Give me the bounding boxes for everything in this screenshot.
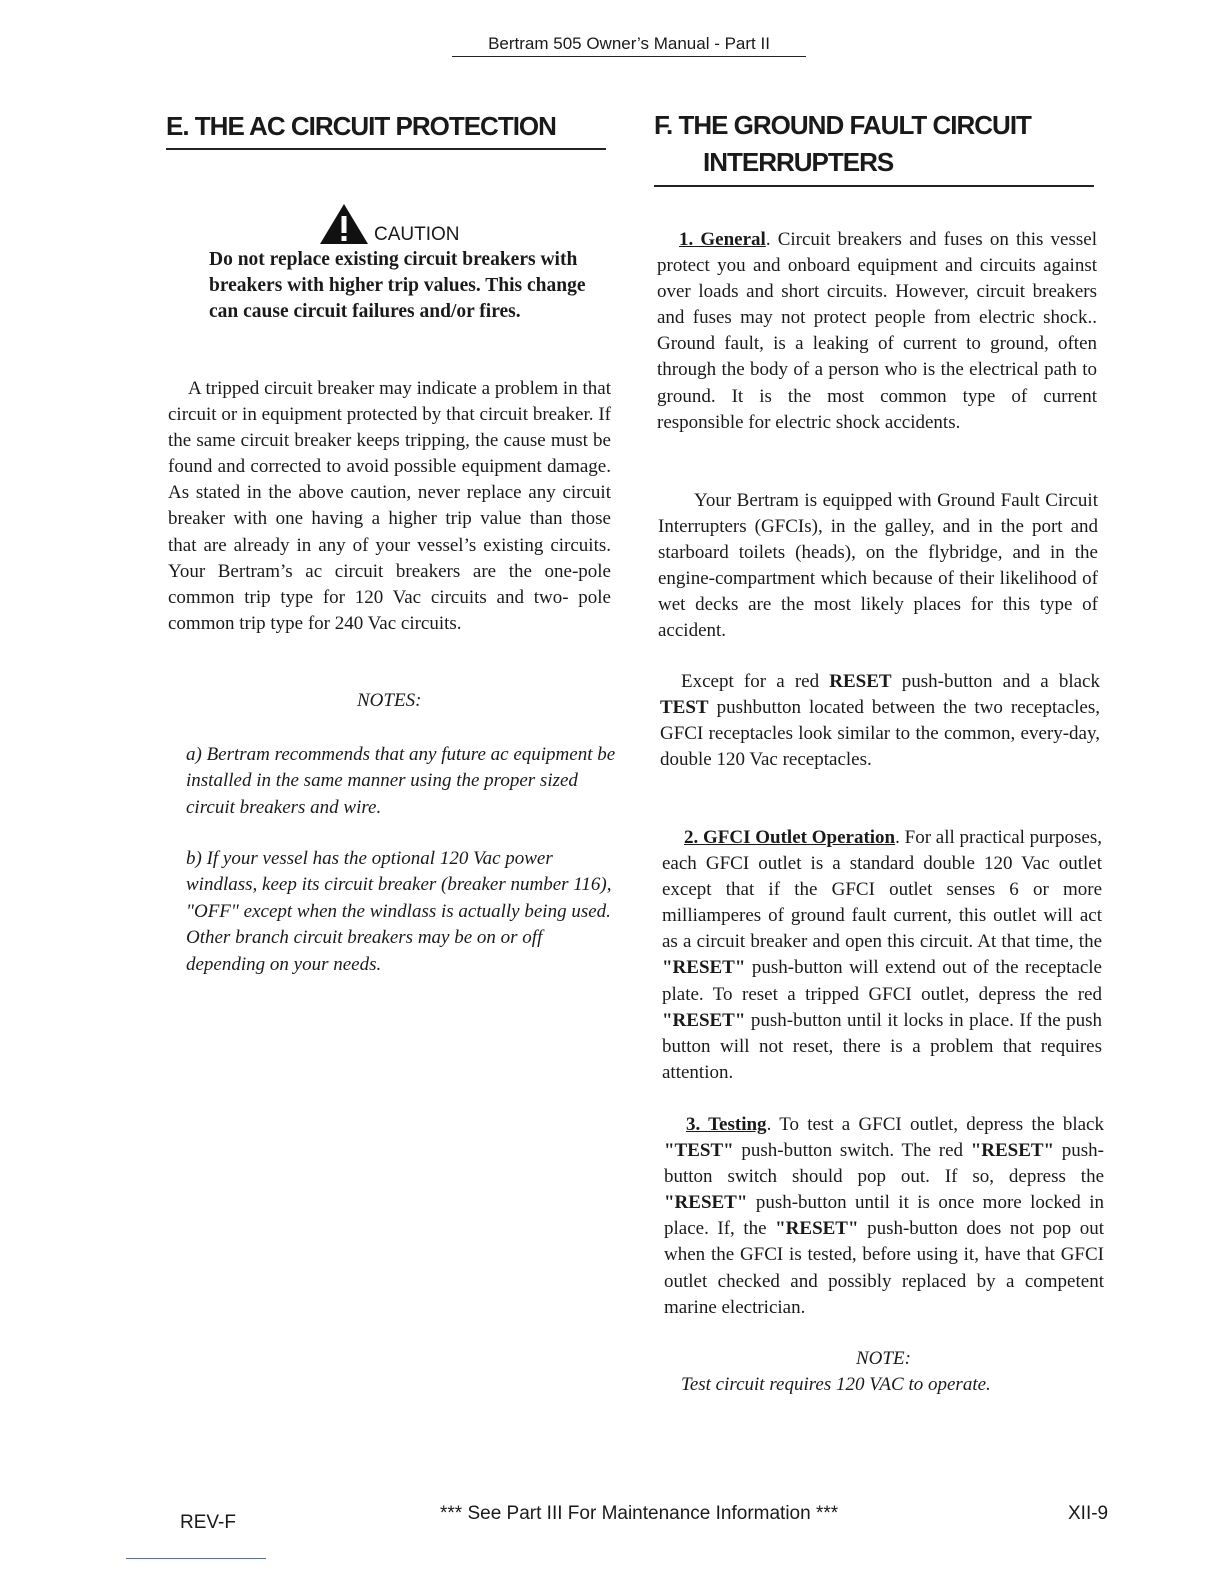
except-text-3: pushbutton located between the two receptacles, GFCI receptacles look similar to the common, every-day, double 120 Vac receptacles.	[660, 697, 1100, 771]
reset-term: "RESET"	[970, 1140, 1055, 1162]
reset-term: "RESET"	[662, 957, 746, 979]
op-text-1: . For all practical purposes, each GFCI outlet is a standard double 120 Vac outlet except that if the GFCI outlet senses 6 or more milliamperes of ground fault current, this outlet will act as a circuit breaker and open this circuit. At that time, the	[662, 827, 1102, 953]
caution-label	[318, 202, 460, 246]
section-f-title-line1: F. THE GROUND FAULT CIRCUIT	[654, 110, 1031, 140]
general-paragraph	[657, 227, 1097, 436]
footer-rule	[126, 1558, 266, 1559]
reset-term: "RESET"	[775, 1218, 859, 1240]
note-text: Test circuit requires 120 VAC to operate.	[681, 1374, 991, 1395]
test-text-3: push-button switch should pop out. If so, depress the	[664, 1140, 1104, 1188]
reset-term: RESET	[829, 671, 892, 692]
test-text-1: . To test a GFCI outlet, depress the black	[766, 1114, 1104, 1135]
except-paragraph	[660, 669, 1100, 773]
op-text-2: push-button will extend out of the receptacle plate. To reset a tripped GFCI outlet, depress the red	[662, 957, 1102, 1005]
test-term: TEST	[660, 697, 709, 719]
equipped-paragraph: Your Bertram is equipped with Ground Fault Circuit Interrupters (GFCIs), in the galley, and in the port and starboard toilets (heads), on the flybridge, and in the engine-compartment which because of their likelihood of wet decks are the most likely places for this type of accident.	[658, 490, 1098, 642]
section-f-title	[654, 107, 1094, 187]
ac-protection-paragraph: A tripped circuit breaker may indicate a problem in that circuit or in equipment protected by that circuit breaker. If the same circuit breaker keeps tripping, the cause must be found and corrected to avoid possible equipment damage. As stated in the above caution, never replace any circuit breaker with one having a higher trip value than those that are already in any of your vessel’s existing circuits. Your Bertram’s ac circuit breakers are the one-pole common trip type for 120 Vac circuits and two- pole common trip type for 240 Vac circuits.	[168, 378, 611, 634]
test-text-5: push-button does not pop out when the GFCI is tested, before using it, have that GFCI outlet checked and possibly replaced by a competent marine electrician.	[664, 1218, 1104, 1318]
general-text: . Circuit breakers and fuses on this vessel protect you and onboard equipment and circuits against over loads and short circuits. However, circuit breakers and fuses may not protect people from electric shock.. Ground fault, is a leaking of current to ground, often through the body of a person who is the electrical path to ground. It is the most common type of current responsible for electric shock accidents.	[657, 229, 1097, 433]
testing-paragraph	[664, 1112, 1104, 1321]
note-b: b) If your vessel has the optional 120 Vac power windlass, keep its circuit breaker (breaker number 116), "OFF" except when the windlass is actually being used. Other branch circuit breakers may be on or off depending on your needs.	[186, 848, 612, 975]
caution-text: Do not replace existing circuit breakers with breakers with higher trip values. This change can cause circuit failures and/or fires.	[209, 249, 586, 322]
general-label: 1. General	[679, 229, 766, 250]
section-e-title: E. THE AC CIRCUIT PROTECTION	[166, 111, 606, 150]
footer-see-part-iii: *** See Part III For Maintenance Information ***	[440, 1503, 839, 1524]
except-text-1: Except for a red	[681, 671, 830, 692]
page-header: Bertram 505 Owner’s Manual - Part II	[452, 34, 806, 57]
test-term: "TEST"	[664, 1140, 734, 1162]
reset-term: "RESET"	[662, 1009, 746, 1031]
test-text-2: push-button switch. The red	[733, 1140, 971, 1162]
note-title: NOTE:	[856, 1348, 911, 1369]
notes-title: NOTES:	[357, 690, 422, 711]
footer-revision: REV-F	[180, 1512, 236, 1533]
gfci-operation-paragraph	[662, 825, 1102, 1086]
except-text-2: push-button and a black	[891, 671, 1100, 692]
caution-word: CAUTION	[374, 224, 460, 245]
footer-page-number: XII-9	[1068, 1503, 1109, 1524]
op-text-3: push-button until it locks in place. If the push button will not reset, there is a problem that requires attention.	[662, 1009, 1102, 1083]
warning-triangle-icon	[318, 202, 370, 246]
test-text-4: push-button until it is once more locked in place. If, the	[664, 1192, 1104, 1240]
gfci-operation-label: 2. GFCI Outlet Operation	[684, 827, 896, 848]
reset-term: "RESET"	[664, 1192, 748, 1214]
testing-label: 3. Testing	[686, 1114, 767, 1135]
note-a: a) Bertram recommends that any future ac equipment be installed in the same manner using the proper sized circuit breakers and wire.	[186, 744, 616, 818]
section-f-title-line2: INTERRUPTERS	[703, 147, 894, 177]
